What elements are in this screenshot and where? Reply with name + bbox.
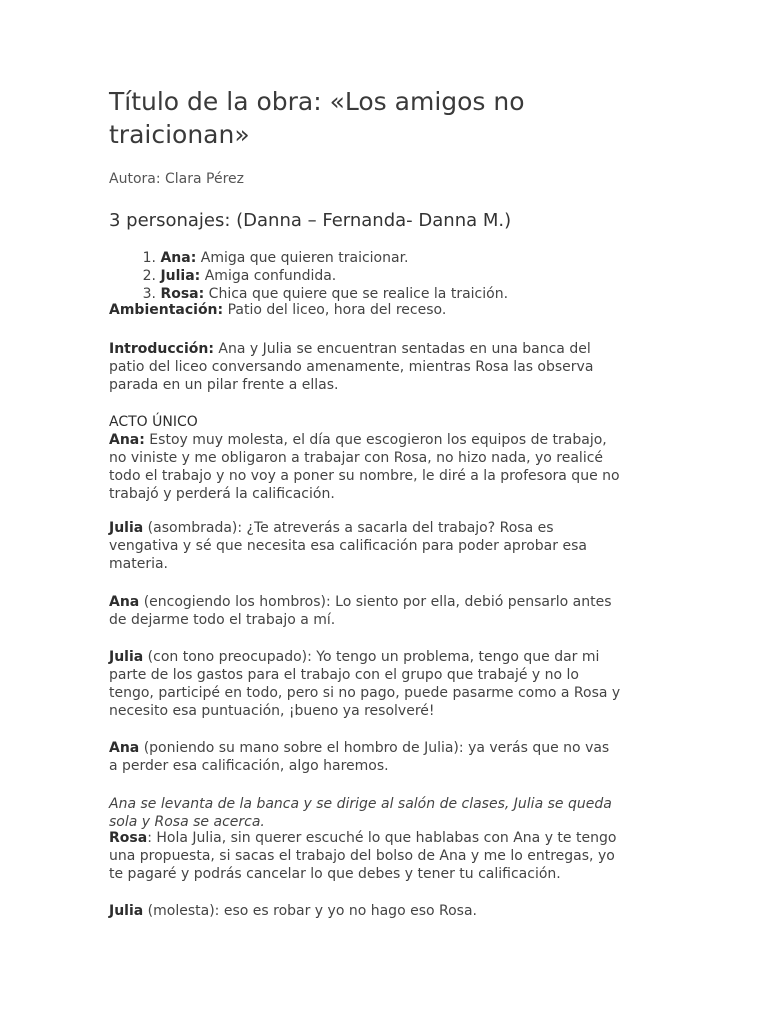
dialogue-line xyxy=(109,519,669,537)
stage-direction-line: Ana se levanta de la banca y se dirige al salón de clases, Julia se queda xyxy=(109,796,612,812)
character-entry xyxy=(156,267,336,285)
dialogue-ana-3 xyxy=(109,739,669,775)
list-item xyxy=(109,249,508,267)
dialogue-text: (poniendo su mano sobre el hombro de Julia): ya verás que no vas xyxy=(139,740,610,756)
stage-direction-line: sola y Rosa se acerca. xyxy=(109,814,265,830)
speaker-name: Rosa xyxy=(109,830,148,846)
intro-line-3: parada en un pilar frente a ellas. xyxy=(109,377,339,393)
dialogue-text: (con tono preocupado): Yo tengo un problema, tengo que dar mi xyxy=(143,649,600,665)
list-number: 2. xyxy=(142,268,156,284)
character-description: Amiga que quieren traicionar. xyxy=(196,250,409,266)
dialogue-line xyxy=(109,829,669,847)
dialogue-line: trabajó y perderá la calificación. xyxy=(109,486,335,502)
list-number: 1. xyxy=(142,250,156,266)
dialogue-line: tengo, participé en todo, pero si no pago, puede pasarme como a Rosa y xyxy=(109,685,621,701)
setting-label: Ambientación: xyxy=(109,302,224,318)
character-name: Ana: xyxy=(160,250,197,266)
intro-label: Introducción: xyxy=(109,341,214,357)
intro-text: Ana y Julia se encuentran sentadas en una banca del xyxy=(213,341,591,357)
dialogue-line: necesito esa puntuación, ¡bueno ya resolveré! xyxy=(109,703,435,719)
character-name: Julia: xyxy=(160,268,201,284)
intro-line-1 xyxy=(109,340,669,358)
dialogue-line xyxy=(109,648,669,666)
dialogue-ana-2 xyxy=(109,593,669,629)
dialogue-line xyxy=(109,902,669,920)
dialogue-line: no viniste y me obligaron a trabajar con Rosa, no hizo nada, yo realicé xyxy=(109,450,604,466)
dialogue-line: vengativa y sé que necesita esa calificación para poder aprobar esa xyxy=(109,538,587,554)
act-heading: ACTO ÚNICO xyxy=(109,414,198,430)
list-item xyxy=(109,267,508,285)
dialogue-text: : Hola Julia, sin querer escuché lo que hablabas con Ana y te tengo xyxy=(147,830,617,846)
character-entry xyxy=(156,249,409,267)
dialogue-line: parte de los gastos para el trabajo con el grupo que trabajé y no lo xyxy=(109,667,579,683)
intro-line-2: patio del liceo conversando amenamente, mientras Rosa las observa xyxy=(109,359,594,375)
dialogue-line xyxy=(109,593,669,611)
dialogue-line: de dejarme todo el trabajo a mí. xyxy=(109,612,336,628)
character-description: Chica que quiere que se realice la traición. xyxy=(204,286,509,302)
speaker-name: Ana: xyxy=(109,432,145,448)
speaker-name: Julia xyxy=(109,520,144,536)
intro-paragraph xyxy=(109,340,669,394)
dialogue-rosa-1 xyxy=(109,829,669,883)
list-number: 3. xyxy=(142,286,156,302)
dialogue-julia-1 xyxy=(109,519,669,573)
speaker-name: Ana xyxy=(109,740,140,756)
play-title xyxy=(109,85,709,151)
characters-heading: 3 personajes: (Danna – Fernanda- Danna M.) xyxy=(109,210,512,231)
speaker-name: Julia xyxy=(109,903,144,919)
dialogue-text: (asombrada): ¿Te atreverás a sacarla del trabajo? Rosa es xyxy=(143,520,554,536)
characters-list xyxy=(109,249,508,303)
dialogue-text: (molesta): eso es robar y yo no hago eso Rosa. xyxy=(143,903,477,919)
play-title-line-1: Título de la obra: «Los amigos no xyxy=(109,87,525,116)
dialogue-line xyxy=(109,431,669,449)
setting-text: Patio del liceo, hora del receso. xyxy=(223,302,447,318)
dialogue-ana-1 xyxy=(109,431,669,503)
character-name: Rosa: xyxy=(160,286,205,302)
dialogue-line: una propuesta, si sacas el trabajo del bolso de Ana y me lo entregas, yo xyxy=(109,848,615,864)
dialogue-line: te pagaré y podrás cancelar lo que debes y tener tu calificación. xyxy=(109,866,561,882)
character-description: Amiga confundida. xyxy=(200,268,337,284)
setting-paragraph xyxy=(109,301,669,319)
dialogue-julia-2 xyxy=(109,648,669,720)
dialogue-line xyxy=(109,739,669,757)
dialogue-text: Estoy muy molesta, el día que escogieron los equipos de trabajo, xyxy=(144,432,607,448)
dialogue-text: (encogiendo los hombros): Lo siento por ella, debió pensarlo antes xyxy=(139,594,612,610)
dialogue-line: todo el trabajo y no voy a poner su nombre, le diré a la profesora que no xyxy=(109,468,620,484)
author-line: Autora: Clara Pérez xyxy=(109,171,245,187)
stage-direction xyxy=(109,795,669,831)
speaker-name: Julia xyxy=(109,649,144,665)
dialogue-line: materia. xyxy=(109,556,168,572)
dialogue-julia-3 xyxy=(109,902,669,920)
speaker-name: Ana xyxy=(109,594,140,610)
dialogue-line: a perder esa calificación, algo haremos. xyxy=(109,758,389,774)
play-title-line-2: traicionan» xyxy=(109,120,250,149)
